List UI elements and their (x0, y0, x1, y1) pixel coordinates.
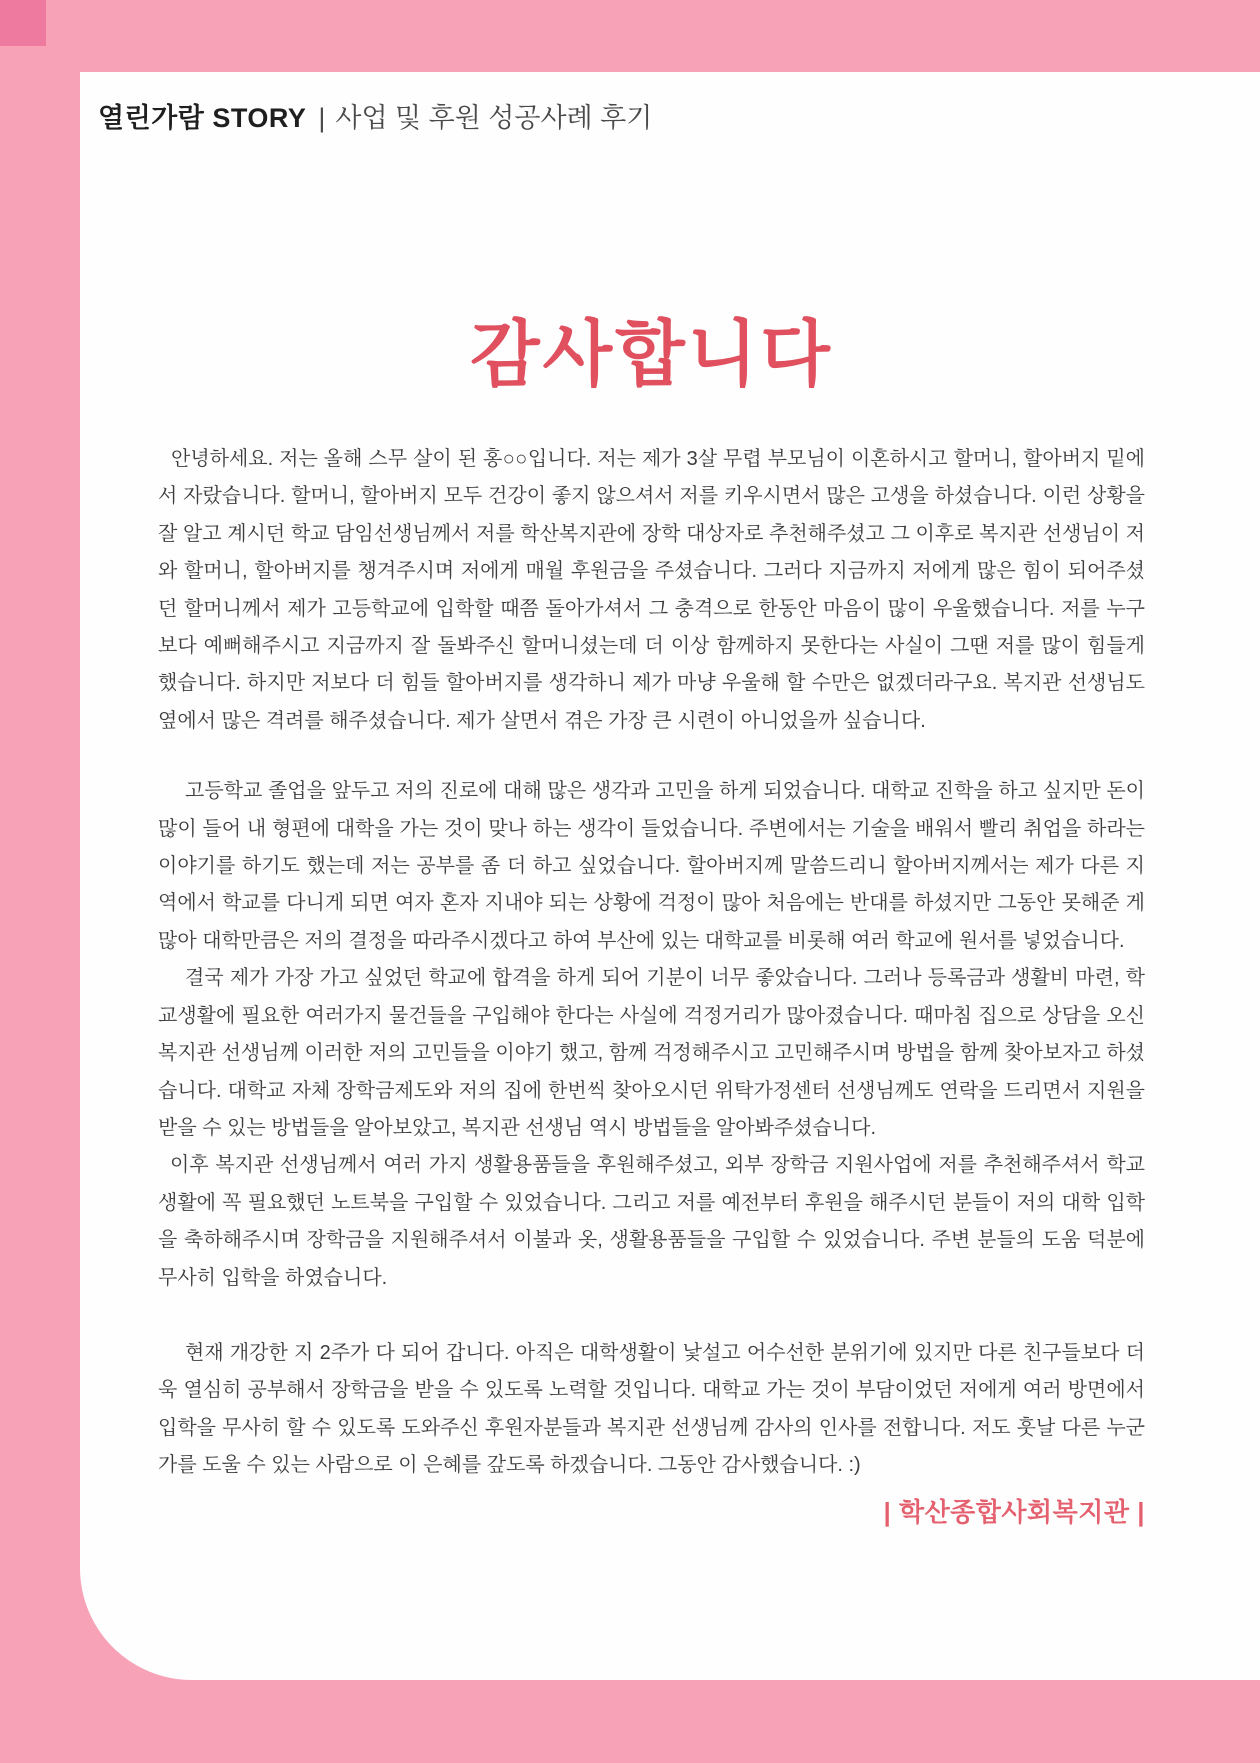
story-paragraph-4: 이후 복지관 선생님께서 여러 가지 생활용품들을 후원해주셨고, 외부 장학금 지원사업에 저를 추천해주셔서 학교생활에 꼭 필요했던 노트북을 구입할 수 있었습니다. 그리고 저를 예전부터 후원을 해주시던 분들이 저의 대학 입학을 축하해주시며 장학금을 지원해주셔서 이불과 옷, 생활용품들을 구입할 수 있었습니다. 주변 분들의 도움 덕분에 무사히 입학을 하였습니다. (158, 1154, 1145, 1289)
section-header (98, 100, 652, 136)
story-paragraph-3: 결국 제가 가장 가고 싶었던 학교에 합격을 하게 되어 기분이 너무 좋았습니다. 그러나 등록금과 생활비 마련, 학교생활에 필요한 여러가지 물건들을 구입해야 한다는 사실에 걱정거리가 많아졌습니다. 때마침 집으로 상담을 오신 복지관 선생님께 이러한 저의 고민들을 이야기 했고, 함께 걱정해주시고 고민해주시며 방법을 함께 찾아보자고 하셨습니다. 대학교 자체 장학금제도와 저의 집에 한번씩 찾아오시던 위탁가정센터 선생님께도 연락을 드리면서 지원을 받을 수 있는 방법들을 알아보았고, 복지관 선생님 역시 방법들을 알아봐주셨습니다. (158, 967, 1145, 1139)
story-paragraph-5: 현재 개강한 지 2주가 다 되어 갑니다. 아직은 대학생활이 낯설고 어수선한 분위기에 있지만 다른 친구들보다 더욱 열심히 공부해서 장학금을 받을 수 있도록 노력할 것입니다. 대학교 가는 것이 부담이었던 저에게 여러 방면에서 입학을 무사히 할 수 있도록 도와주신 후원자분들과 복지관 선생님께 감사의 인사를 전합니다. 저도 훗날 다른 누군가를 도울 수 있는 사람으로 이 은혜를 갚도록 하겠습니다. 그동안 감사했습니다. :) (158, 1341, 1145, 1477)
story-paragraph-2: 고등학교 졸업을 앞두고 저의 진로에 대해 많은 생각과 고민을 하게 되었습니다. 대학교 진학을 하고 싶지만 돈이 많이 들어 내 형편에 대학을 가는 것이 맞나 하는 생각이 들었습니다. 주변에서는 기술을 배워서 빨리 취업을 하라는 이야기를 하기도 했는데 저는 공부를 좀 더 하고 싶었습니다. 할아버지께 말씀드리니 할아버지께서는 제가 다른 지역에서 학교를 다니게 되면 여자 혼자 지내야 되는 상황에 걱정이 많아 처음에는 반대를 하셨지만 그동안 못해준 게 많아 대학만큼은 저의 결정을 따라주시겠다고 하여 부산에 있는 대학교를 비롯해 여러 학교에 원서를 넣었습니다. (158, 780, 1145, 952)
story-paragraph-1: 안녕하세요. 저는 올해 스무 살이 된 홍○○입니다. 저는 제가 3살 무렵 부모님이 이혼하시고 할머니, 할아버지 밑에서 자랐습니다. 할머니, 할아버지 모두 건강이 좋지 않으셔서 저를 키우시면서 많은 고생을 하셨습니다. 이런 상황을 잘 알고 계시던 학교 담임선생님께서 저를 학산복지관에 장학 대상자로 추천해주셨고 그 이후로 복지관 선생님이 저와 할머니, 할아버지를 챙겨주시며 저에게 매월 후원금을 주셨습니다. 그러다 지금까지 저에게 많은 힘이 되어주셨던 할머니께서 제가 고등학교에 입학할 때쯤 돌아가셔서 그 충격으로 한동안 마음이 많이 우울했습니다. 저를 누구보다 예뻐해주시고 지금까지 잘 돌봐주신 할머니셨는데 더 이상 함께하지 못한다는 사실이 그땐 저를 많이 힘들게 했습니다. 하지만 저보다 더 힘들 할아버지를 생각하니 제가 마냥 우울해 할 수만은 없겠더라구요. 복지관 선생님도 옆에서 많은 격려를 해주셨습니다. 제가 살면서 겪은 가장 큰 시련이 아니었을까 싶습니다. (158, 448, 1145, 732)
section-subtitle: 사업 및 후원 성공사례 후기 (335, 103, 653, 133)
header-divider: | (318, 103, 326, 133)
corner-accent-square (0, 0, 46, 46)
page-title: 감사합니다 (470, 311, 833, 396)
story-body (158, 441, 1145, 1485)
organization-signature: | 학산종합사회복지관 | (883, 1497, 1145, 1527)
section-brand: 열린가람 STORY (98, 103, 307, 133)
